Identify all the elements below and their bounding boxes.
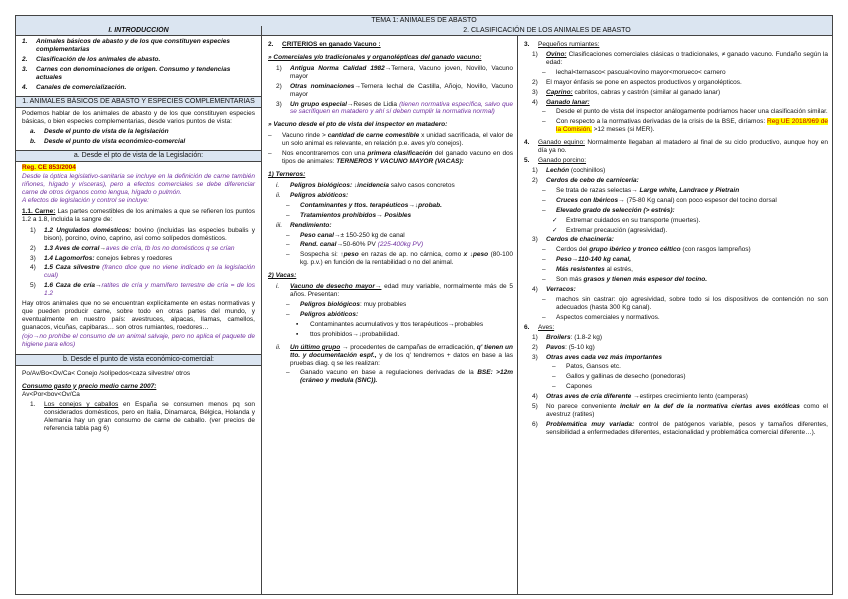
cebo-subitem: – Elevado grado de selección (> estrés): xyxy=(542,206,675,214)
chacineria-subitem: – Más resistentes al estrés, xyxy=(542,266,633,274)
legislation-note: Desde la óptica legislativo-sanitaria se incluye en la definición de carne también riñones, hígado y vísceras), pero a efectos comerciales se debe diferenciar carne de otros órganos como lengua, hígado o pulmón. xyxy=(22,173,255,197)
section1-heading: 1. ANIMALES BÁSICOS DE ABASTO Y ESPECIES COMPLEMENTARIAS xyxy=(16,96,261,108)
rendimiento-item: – Sospecha si: ↑peso en razas de ap. no cárnica, como x ↓peso (80-100 kg. p.v.) en función de la rentabilidad o no del animal. xyxy=(286,251,513,267)
toc-item: 3. Carnes con denominaciones de origen. Consumo y tendencias actuales xyxy=(22,65,231,81)
aves-subitem: – Capones xyxy=(552,383,593,391)
terneros-item: i. Peligros biológicos: ↓incidencia salvo casos concretos xyxy=(276,181,455,189)
document-page xyxy=(15,15,833,595)
middle-column xyxy=(262,35,518,594)
rumiantes-item: 4) Ganado lanar: xyxy=(532,98,590,106)
view-item: a. Desde el punto de vista de la legislación xyxy=(30,128,169,136)
cebo-subitem: – Cruces con Ibéricos→ (75-80 Kg canal) con poco espesor del tocino dorsal xyxy=(542,196,777,204)
other-animals: Hay otros animales que no se encuentran explícitamente en estas normativas y que pueden producir carne, sobre todo en otras partes del mundo, y eventualmente en nuestro país: avestruces, alpacas, llamas, camellos, guanacos, vicuñas, capibaras… son otros rumiantes, roedores… xyxy=(22,300,255,331)
rendimiento-item: – Peso canal→± 150-250 kg de canal xyxy=(286,231,405,239)
aves-item: 1) Broilers: (1.8-2 kg) xyxy=(532,333,603,341)
porcino-item: 3) Cerdos de chacinería: xyxy=(532,236,614,244)
aves-subitem: – Gallos y gallinas de desecho (ponedoras) xyxy=(552,373,686,381)
toc-item: 1. Animales básicos de abasto y de los que constituyen especies complementarias xyxy=(22,38,230,53)
terneros-subitem: – Contaminantes y ttos. terapéuticos→↓probab. xyxy=(286,201,442,209)
terneros-item: ii. Peligros abióticos: xyxy=(276,191,349,199)
aves-item: 5) No parece conveniente incluir en la def de la normativa ciertas aves exóticas como el avestruz (ratites) xyxy=(532,403,828,419)
economic-body xyxy=(16,366,261,437)
aves-item: 3) Otras aves cada vez más importantes xyxy=(532,353,662,361)
legislation-note-2: A efectos de legislación y control se incluye: xyxy=(22,197,149,204)
criteria-item: 3) Un grupo especial→Reses de Lidia (tienen normativa específica, salvo que se sacrifiquen en matadero y ahí sí deben cumplir la normativa normal) xyxy=(276,100,513,116)
consumo-order: Av<Por<bov<Ov/Ca xyxy=(22,390,80,398)
lanar-subitem: – Desde el punto de vista del inspector análogamente podríamos hacer una clasificación similar. xyxy=(542,108,828,116)
check-item: ✓ Extremar precaución (agresividad). xyxy=(552,226,668,234)
porcino-heading: 5. Ganado porcino: xyxy=(524,157,587,165)
aves-item: 6) Problemática muy variada: control de patógenos variable, pesos y tamaños diferentes, sensibilidad a enfermedades diferentes, estacionalidad y problemática comercial diferente…). xyxy=(532,420,828,436)
vacas-item: ii. Un último grupo → procedentes de campañas de erradicación, q' tienen un tto. y documentación espf., y de los q' tendremos + datos en base a las pruebas diag. q se les realizan: xyxy=(276,343,513,367)
legislation-body xyxy=(16,162,261,353)
vacas-item: i. Vacuno de desecho mayor→ edad muy variable, normalmente más de 5 años. Presentan: xyxy=(276,283,513,299)
regulation-ref: Reg. CE 853/2004 xyxy=(22,164,76,172)
species-item: 5) 1.6 Caza de cría→ratites de cría y mamífero terrestre de cría = de los 1.2 xyxy=(30,282,255,298)
aves-heading: 6. Aves: xyxy=(524,323,555,331)
toc-item: 4. Canales de comercialización. xyxy=(22,83,127,91)
inspector-point: – Nos encontraremos con una primera clasificación del ganado vacuno en dos tipos de animales: TERNEROS Y VACUNO MAYOR (VACAS): xyxy=(268,150,513,166)
classification-heading: 2. CLASIFICACIÓN DE LOS ANIMALES DE ABASTO xyxy=(262,26,832,36)
document-title: TEMA 1: ANIMALES DE ABASTO xyxy=(16,16,832,27)
criteria-item: 2) Otras nominaciones→Ternera lechal de Castilla, Añojo, Novillo, Vacuno mayor xyxy=(276,82,513,98)
inspector-criteria: » Vacuno desde el pto de vista del inspector en matadero: xyxy=(268,121,448,129)
terneros-item: iii. Rendimiento: xyxy=(276,221,332,229)
toc-list xyxy=(16,36,261,96)
toc-item: 2. Clasificación de los animales de abasto. xyxy=(22,55,161,63)
right-column xyxy=(518,35,832,594)
vacas-bullet: ▪ Contaminantes acumulativos y ttos terapéuticos→probables xyxy=(296,320,484,328)
rumiantes-heading: 3. Pequeños rumiantes: xyxy=(524,41,600,48)
intro-heading: I. INTRODUCCIÓN xyxy=(16,26,261,36)
view-item: b. Desde el punto de vista económico-comercial xyxy=(30,138,186,146)
band-legislation: a. Desde el pto de vista de la Legislación: xyxy=(16,150,261,162)
terneros-subitem: – Tratamientos prohibidos→ Posibles xyxy=(286,211,412,219)
species-item: 3) 1.4 Lagomorfos: conejos liebres y roedores xyxy=(30,254,173,262)
chacineria-subitem: – Peso→110-140 kg canal, xyxy=(542,256,632,264)
carne-definition: 1.1. Carne: Las partes comestibles de los animales a que se refieren los puntos 1.2 a 1.8, incluida la sangre de: xyxy=(22,207,255,223)
consumo-label: Consumo gasto y precio medio carne 2007: xyxy=(22,382,157,390)
species-item: 4) 1.5 Caza silvestre (franco dice que no viene indicado en la legislación cual) xyxy=(30,264,255,280)
lanar-subitem: – Con respecto a la normativas derivadas de la crisis de la BSE, diríamos: Reg UE 2018/969 de la Comisión, >12 meses (si MER). xyxy=(542,118,829,134)
aves-subitem: – Patos, Gansos etc. xyxy=(552,363,621,371)
verracos-subitem: – Aspectos comerciales y normativos. xyxy=(542,313,660,321)
ovino-sequence: – lechal<ternasco< pascual<ovino mayor<morueco< carnero xyxy=(542,68,726,76)
terneros-heading: 1) Terneros: xyxy=(268,170,306,178)
rumiantes-item: 2) El mayor énfasis se pone en aspectos productivos y organolépticos. xyxy=(532,78,742,86)
section1-body xyxy=(16,108,261,151)
rendimiento-item: – Rend. canal→50-60% PV (225-400kg PV) xyxy=(286,241,424,249)
species-order: Po/Av/Bo<Ov/Ca< Conejo /solípedos<caza silvestre/ otros xyxy=(22,369,191,377)
chacineria-subitem: – Cerdos del grupo ibérico y tronco céltico (con rasgos lampreños) xyxy=(542,246,751,254)
vacas-subitem: – Peligros abióticos: xyxy=(286,310,359,318)
left-column xyxy=(16,26,262,594)
aves-item: 2) Pavos: (5-10 kg) xyxy=(532,343,595,351)
porcino-item: 4) Verracos: xyxy=(532,286,576,294)
porcino-item: 2) Cerdos de cebo de carnicería: xyxy=(532,176,639,184)
intro-paragraph: Podemos hablar de los animales de abasto y de los que constituyen especies básicas, o bien especies complementarias, desde varios puntos de vista: xyxy=(22,109,255,125)
porcino-item: 1) Lechón (cochinillos) xyxy=(532,166,606,174)
conejos-item: 1. Los conejos y caballos en España se consumen menos pq son considerados domésticos, pero en Italia, Dinamarca, Bélgica, Holanda y Alemania hay un gran consumo de carne de caballo. (ver precios de referencia tabla pag 6) xyxy=(30,401,255,433)
vacas-bullet: ▪ ttos prohibidos→↓probabilidad. xyxy=(296,330,400,338)
band-economic: b. Desde el punto de vista económico-comercial: xyxy=(16,354,261,366)
verracos-subitem: – machos sin castrar: ojo agresividad, sobre todo si los dispositivos de contención no son adecuados (hasta 300 Kg canal). xyxy=(542,295,828,311)
equino-item: 4. Ganado equino: Normalmente llegaban al matadero al final de su ciclo productivo, aunque hoy en día ya no. xyxy=(524,139,828,155)
species-item: 1) 1.2 Ungulados domésticos: bovino (incluidas las especies bubalis y bison), porcino, ovino, caprino, así como solípedos domésticos. xyxy=(30,226,256,242)
inspector-point: – Vacuno rinde > cantidad de carne comestible x unidad sacrificada, el valor de un solo animal es relevante, en relación p.e. aves y/o conejos). xyxy=(268,132,513,148)
wild-animal-note: (ojo→no prohíbe el consumo de un animal salvaje, pero no aplica el paquete de higiene para ellos) xyxy=(22,332,255,348)
rumiantes-item: 3) Caprino: cabritos, cabras y castrón (similar al ganado lanar) xyxy=(532,88,721,96)
vacas-heading: 2) Vacas: xyxy=(268,272,297,280)
chacineria-subitem: – Son más grasos y tienen más espesor del tocino. xyxy=(542,276,708,284)
cebo-subitem: – Se trata de razas selectas→ Large white, Landrace y Pietrain xyxy=(542,186,740,194)
vacas-subitem: – Peligros biológicos: muy probables xyxy=(286,300,407,308)
check-item: ✓ Extremar cuidados en su transporte (muertes). xyxy=(552,216,701,224)
criteria-item: 1) Antigua Norma Calidad 1982→Ternera, Vacuno joven, Novillo, Vacuno mayor xyxy=(276,64,513,80)
rumiantes-item: 1) Ovino: Clasificaciones comerciales clásicas o tradicionales, ≠ ganado vacuno. Fundaño según la edad: xyxy=(532,50,828,66)
aves-item: 4) Otras aves de cría diferente →estirpes crecimiento lento (camperas) xyxy=(532,393,748,401)
vacas-subitem: – Ganado vacuno en base a regulaciones derivadas de la BSE: >12m (cráneo y medula (SNC)). xyxy=(286,369,513,385)
commercial-criteria: » Comerciales y/o tradicionales y organolépticas del ganado vacuno: xyxy=(268,53,482,61)
criteria-heading: 2. CRITERIOS en ganado Vacuno : xyxy=(268,41,381,48)
species-item: 2) 1.3 Aves de corral→aves de cría, tb los no domésticos q se crían xyxy=(30,244,235,252)
